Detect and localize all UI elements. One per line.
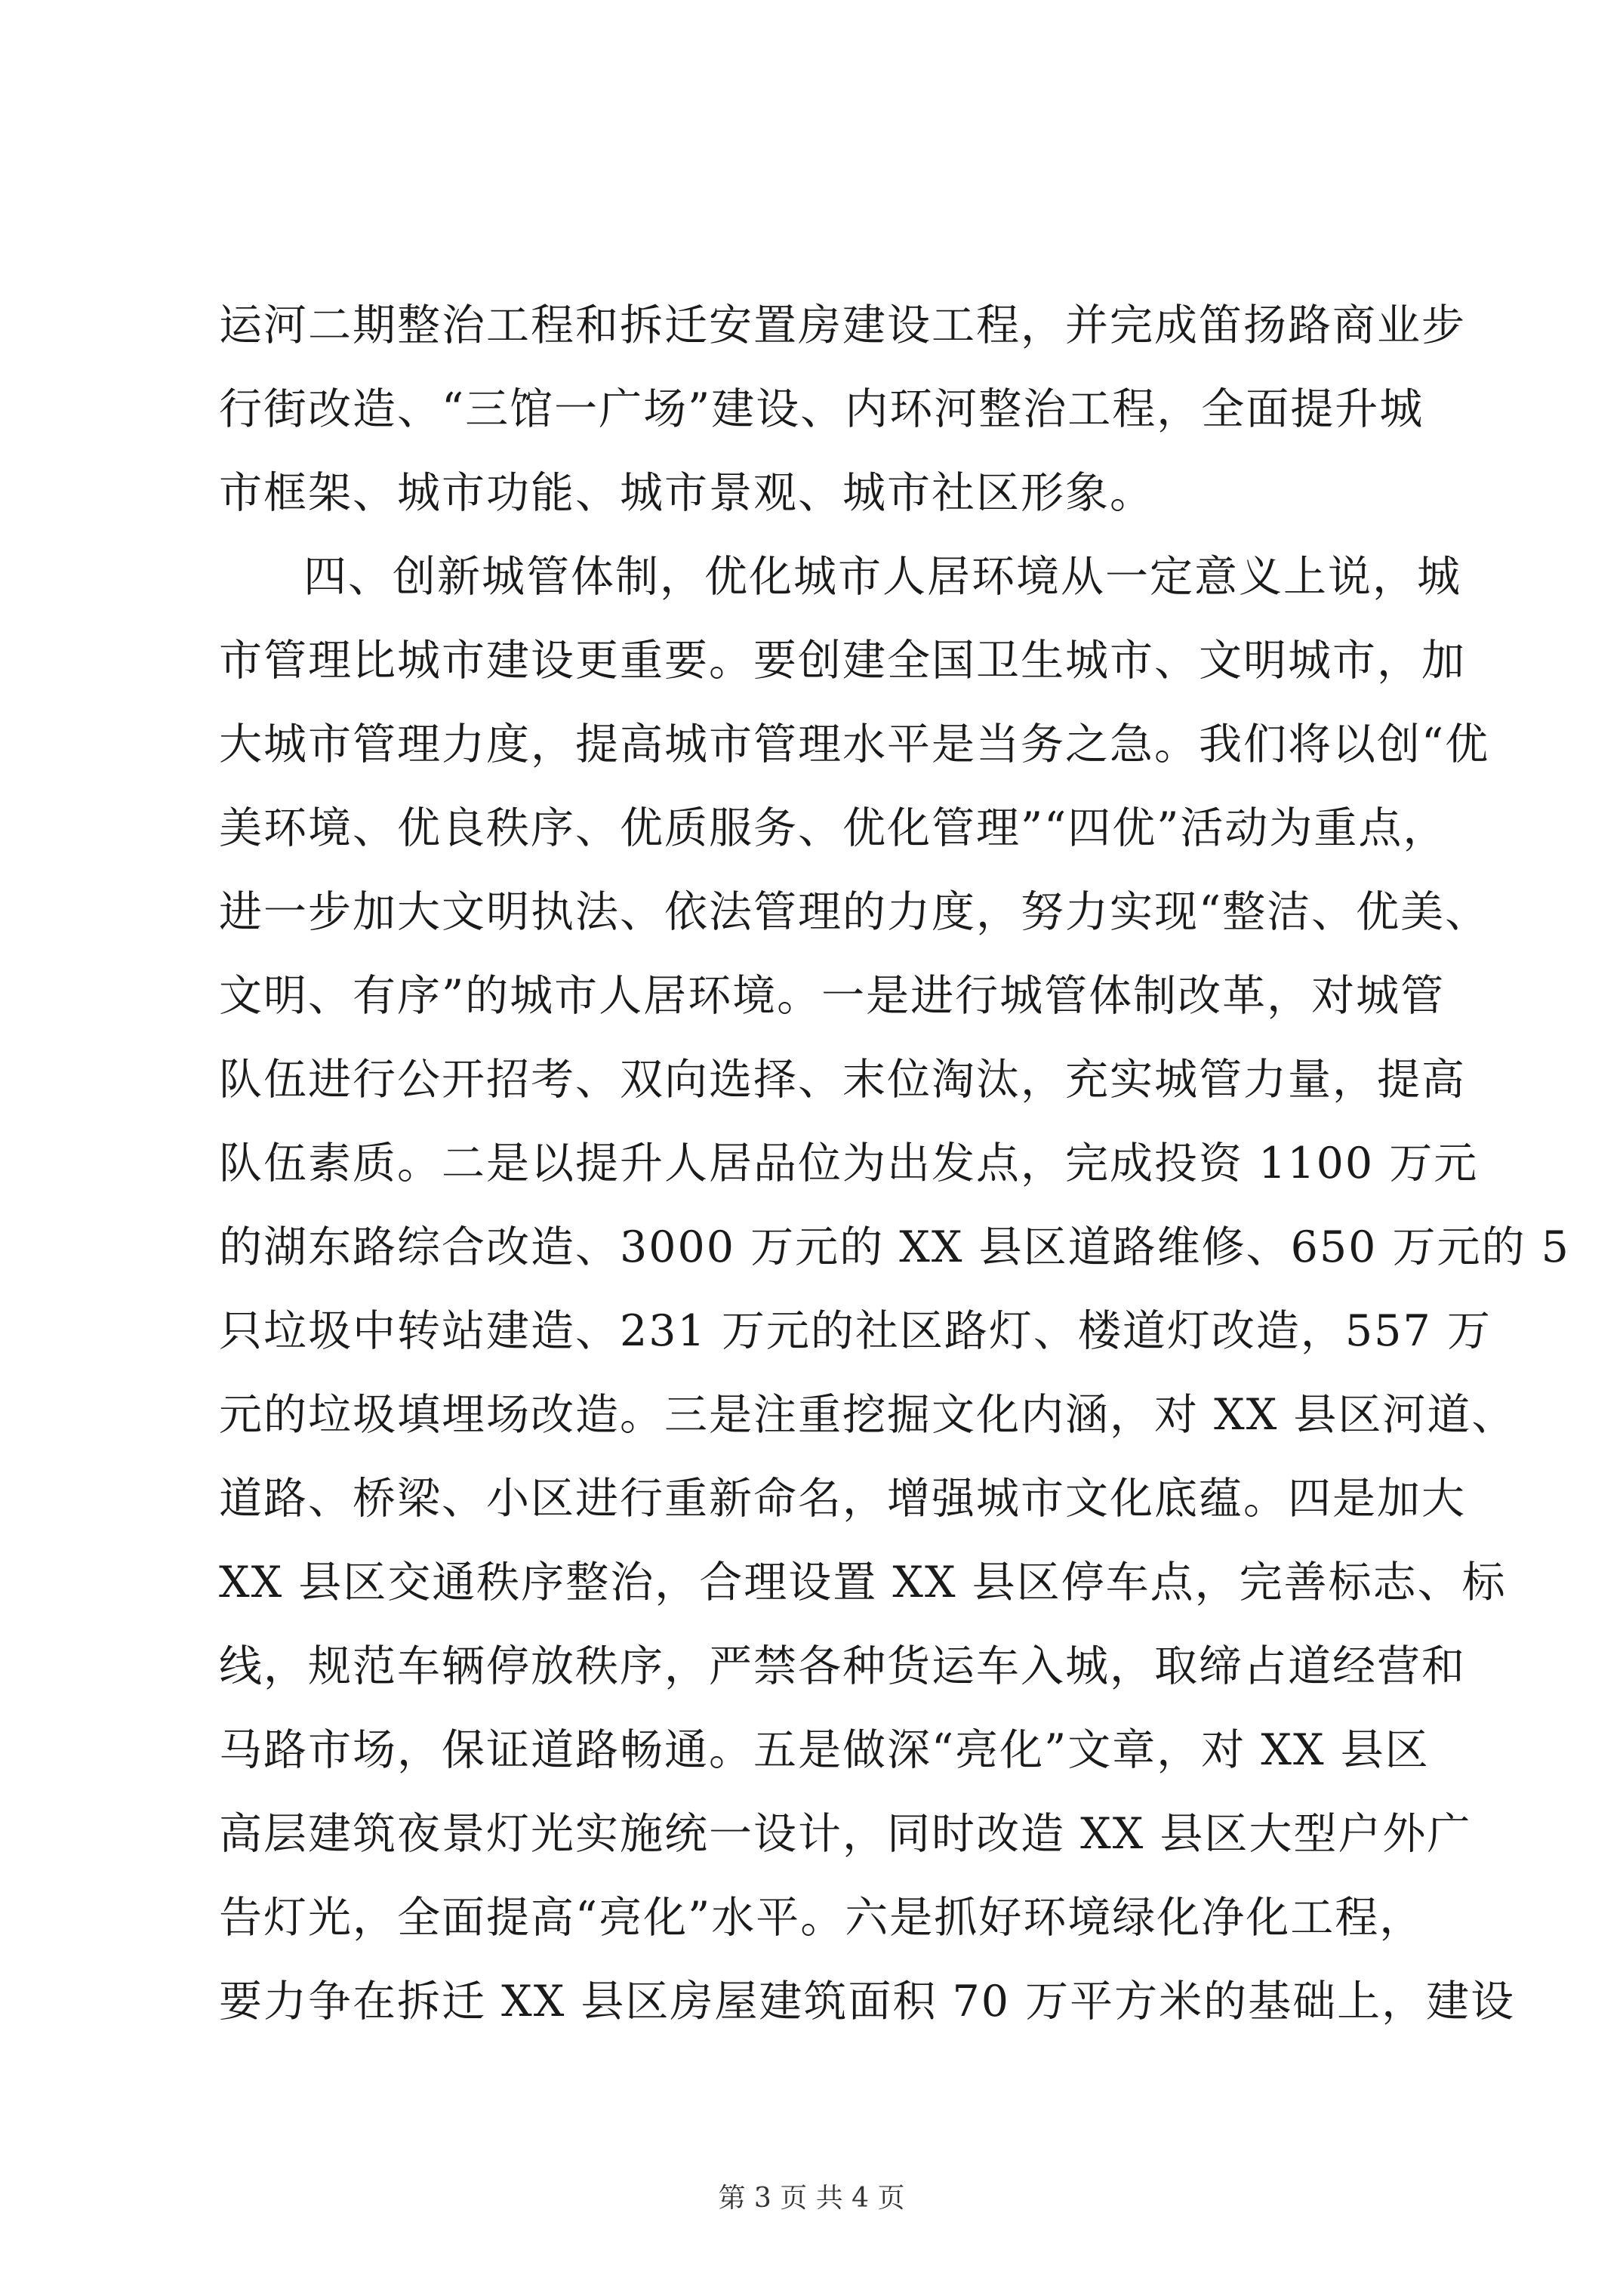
text-line: 进一步加大文明执法、依法管理的力度，努力实现“整洁、优美、 <box>219 887 1490 937</box>
text-line: 的湖东路综合改造、3000 万元的 XX 县区道路维修、650 万元的 5 <box>219 1222 1570 1272</box>
text-line: 要力争在拆迁 XX 县区房屋建筑面积 70 万平方米的基础上，建设 <box>219 1977 1516 2026</box>
text-line: 高层建筑夜景灯光实施统一设计，同时改造 XX 县区大型户外广 <box>219 1809 1472 1859</box>
text-line: 市管理比城市建设更重要。要创建全国卫生城市、文明城市，加 <box>219 636 1466 686</box>
text-line: 马路市场，保证道路畅通。五是做深“亮化”文章，对 XX 县区 <box>219 1725 1430 1775</box>
body-text <box>219 284 1570 2044</box>
text-line: 文明、有序”的城市人居环境。一是进行城管体制改革，对城管 <box>219 971 1446 1021</box>
page-number-footer: 第 3 页 共 4 页 <box>718 2183 905 2214</box>
text-line: 只垃圾中转站建造、231 万元的社区路灯、楼道灯改造，557 万 <box>219 1306 1492 1356</box>
text-line: 线，规范车辆停放秩序，严禁各种货运车入城，取缔占道经营和 <box>219 1641 1466 1691</box>
paragraph-start-line: 四、创新城管体制，优化城市人居环境从一定意义上说，城 <box>303 552 1461 602</box>
text-line: 运河二期整治工程和拆迁安置房建设工程，并完成笛扬路商业步 <box>219 300 1466 350</box>
text-line: 大城市管理力度，提高城市管理水平是当务之急。我们将以创“优 <box>219 720 1490 769</box>
text-line: 队伍素质。二是以提升人居品位为出发点，完成投资 1100 万元 <box>219 1139 1479 1188</box>
text-line: 告灯光，全面提高“亮化”水平。六是抓好环境绿化净化工程， <box>219 1893 1424 1943</box>
text-line: 道路、桥梁、小区进行重新命名，增强城市文化底蕴。四是加大 <box>219 1474 1466 1524</box>
text-line: 队伍进行公开招考、双向选择、末位淘汰，充实城管力量，提高 <box>219 1055 1466 1105</box>
text-line: 美环境、优良秩序、优质服务、优化管理”“四优”活动为重点， <box>219 803 1448 853</box>
text-line: XX 县区交通秩序整治，合理设置 XX 县区停车点，完善标志、标 <box>219 1558 1507 1607</box>
text-line: 行街改造、“三馆一广场”建设、内环河整治工程，全面提升城 <box>219 384 1424 434</box>
text-line: 市框架、城市功能、城市景观、城市社区形象。 <box>219 468 1154 518</box>
text-line: 元的垃圾填埋场改造。三是注重挖掘文化内涵，对 XX 县区河道、 <box>219 1390 1517 1440</box>
